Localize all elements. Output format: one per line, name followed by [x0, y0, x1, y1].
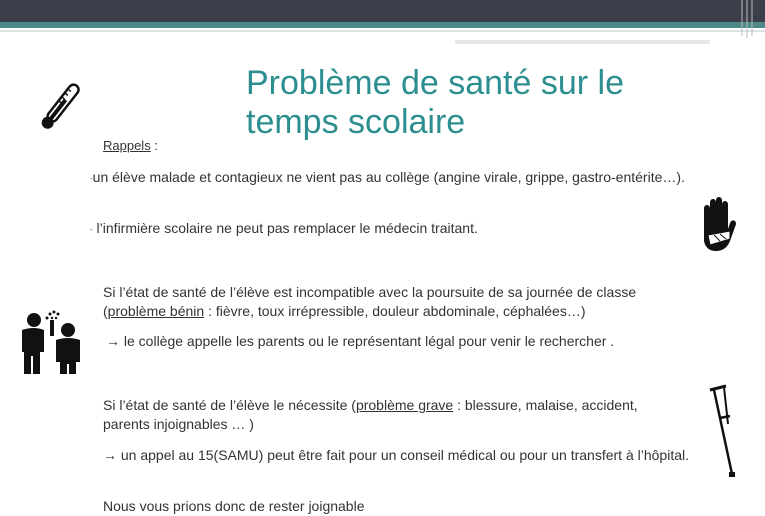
paragraph-2-rest: : blessure, malaise, accident,	[453, 397, 638, 413]
bullet-text-1: un élève malade et contagieux ne vient pas au collège (angine virale, grippe, gastro-entérite…).	[92, 169, 685, 185]
closing-text: Nous vous prions donc de rester joignable	[103, 498, 365, 514]
title-accent-line	[455, 40, 710, 44]
paragraph-1-open: (	[103, 303, 108, 319]
bullet-marker: -	[90, 173, 93, 183]
corner-decoration	[738, 0, 756, 40]
problem-benin-label: problème bénin	[107, 303, 205, 319]
top-stripe	[0, 22, 765, 28]
paragraph-1	[103, 283, 723, 321]
top-bar	[0, 0, 765, 22]
rappels-label	[103, 138, 158, 153]
paragraph-2-line-1	[103, 396, 723, 415]
paragraph-2-start: Si l’état de santé de l’élève le nécessite (	[103, 397, 356, 413]
bullet-item-2	[90, 219, 650, 239]
page-title: Problème de santé sur le temps scolaire	[246, 64, 624, 141]
stop-hand-icon	[694, 195, 742, 255]
paragraph-2	[103, 396, 723, 434]
problem-grave-label: problème grave	[355, 397, 454, 413]
rappels-colon: :	[150, 138, 158, 153]
bullet-text-2: l’infirmière scolaire ne peut pas remplacer le médecin traitant.	[92, 220, 478, 236]
paragraph-2-line-2: parents injoignables … )	[103, 416, 254, 432]
sneezing-people-icon	[14, 308, 88, 376]
bullet-marker: -	[90, 224, 93, 234]
thermometer-icon	[38, 78, 82, 136]
bullet-item-1	[90, 168, 710, 188]
paragraph-1-line-1: Si l’état de santé de l’élève est incompatible avec la poursuite de sa journée de classe	[103, 284, 637, 300]
top-thin-line	[0, 30, 765, 32]
paragraph-1-line-2	[103, 302, 723, 321]
paragraph-1-rest: : fièvre, toux irrépressible, douleur abdominale, céphalées…)	[204, 303, 586, 319]
crutch-icon	[706, 384, 740, 480]
arrow-line-2: → un appel au 15(SAMU) peut être fait pour un conseil médical ou pour un transfert à l’hôpital.	[103, 447, 689, 463]
arrow-line-1: → le collège appelle les parents ou le représentant légal pour venir le rechercher .	[106, 333, 615, 349]
rappels-underlined: Rappels	[103, 138, 151, 153]
